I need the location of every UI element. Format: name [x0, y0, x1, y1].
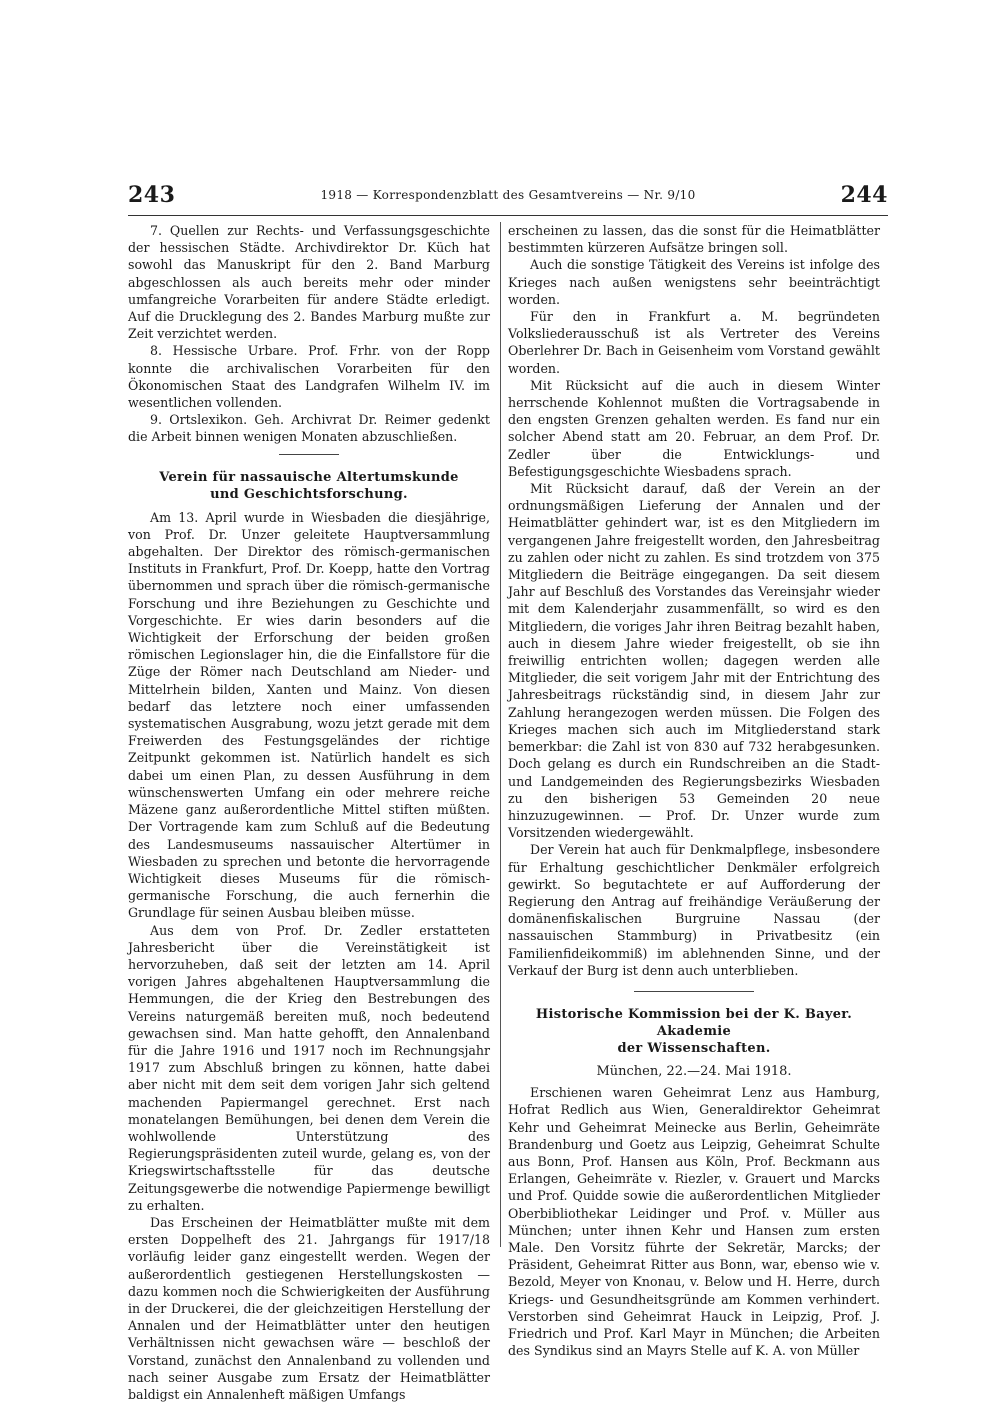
paragraph: Erschienen waren Geheimrat Lenz aus Hamburg, Hofrat Redlich aus Wien, Generaldirektor Geheimrat Kehr und Geheimrat Meinecke aus Berlin, Geheimräte Brandenburg und Goetz aus Leipzig, Geheimrat Schulte aus Bonn, Prof. Hansen aus Köln, Prof. Beckmann aus Erlangen, Geheimräte v. Riezler, v. Grauert und Marcks und Prof. Quidde sowie die außerordentlichen Mitglieder Oberbibliothekar Leidinger und Prof. v. Müller aus München; unter ihnen Kehr und Hansen zum ersten Male. Den Vorsitz führte der Sekretär, Marcks; der Präsident, Geheimrat Ritter aus Bonn, war, ebenso wie v. Bezold, Meyer von Knonau, v. Below und H. Herre, durch Kriegs- und Gesundheitsgründe am Kommen verhindert. Verstorben sind Geheimrat Hauck in Leipzig, Prof. J. Friedrich und Prof. Karl Mayr in München; die Arbeiten des Syndikus sind an Mayrs Stelle auf K. A. von Müller: [508, 1085, 880, 1359]
paragraph: Für den in Frankfurt a. M. begründeten Volksliederausschuß ist als Vertreter des Vereins Oberlehrer Dr. Bach in Geisenheim vom Vorstand gewählt worden.: [508, 309, 880, 376]
right-column: [508, 222, 880, 1359]
section-dateline: München, 22.—24. Mai 1918.: [596, 1063, 792, 1079]
section-separator: [279, 454, 339, 455]
paragraph: Mit Rücksicht darauf, daß der Verein an der ordnungsmäßigen Lieferung der Annalen und der Heimatblätter gehindert war, ist es den Mitgliedern im vergangenen Jahre freigestellt worden, den Jahresbeitrag zu zahlen oder nicht zu zahlen. Es sind trotzdem von 375 Mitgliedern die Beiträge eingegangen. Da seit diesem Jahr auf Beschluß des Vorstandes das Vereinsjahr wieder mit dem Kalenderjahr zusammenfällt, so wird es den Mitgliedern, die voriges Jahr ihren Beitrag bezahlt haben, auch in diesem Jahre wieder freigestellt, ob sie ihn freiwillig entrichten wollen; dagegen werden alle Mitglieder, die seit vorigem Jahr mit der Entrichtung des Jahresbeitrags rückständig sind, in diesem Jahr zur Zahlung herangezogen werden müssen. Die Folgen des Krieges machen sich auch im Mitgliederstand stark bemerkbar: die Zahl ist von 830 auf 732 herabgesunken. Doch gelang es durch ein Rundschreiben an die Stadt- und Landgemeinden des Regierungsbezirks Wiesbaden zu den bisherigen 53 Gemeinden 20 neue hinzuzugewinnen. — Prof. Dr. Unzer wurde zum Vorsitzenden wiedergewählt.: [508, 481, 880, 841]
paragraph: Der Verein hat auch für Denkmalpflege, insbesondere für Erhaltung geschichtlicher Denkmäler erfolgreich gewirkt. So begutachtete er auf Aufforderung der Regierung den Antrag auf freihändige Veräußerung der domänenfiskalischen Burgruine Nassau (der nassauischen Stammburg) in Privatbesitz (ein Familienfideikommiß) im ablehnenden Sinne, und der Verkauf der Burg ist denn auch unterblieben.: [508, 842, 880, 978]
section-separator: [634, 991, 754, 992]
paragraph: Das Erscheinen der Heimatblätter mußte mit dem ersten Doppelheft des 21. Jahrgangs für 1917/18 vorläufig leider ganz eingestellt werden. Wegen der außerordentlich gestiegenen Herstellungskosten — dazu kommen noch die Schwierigkeiten der Ausführung in der Druckerei, die der gleichzeitigen Herstellung der Annalen und der Heimatblätter unter den heutigen Verhältnissen nicht gewachsen wäre — beschloß der Vorstand, zunächst den Annalenband zu vollenden und nach seiner Ausgabe zum Ersatz der Heimatblätter baldigst ein Annalenheft mäßigen Umfangs: [128, 1214, 490, 1402]
paragraph: Mit Rücksicht auf die auch in diesem Winter herrschende Kohlennot mußten die Vortragsabende in den engsten Grenzen gehalten werden. Es fand nur ein solcher Abend statt am 20. Februar, an dem Prof. Dr. Zedler über die Entwicklungs- und Befestigungsgeschichte Wiesbadens sprach.: [508, 377, 880, 479]
item-7: 7. Quellen zur Rechts- und Verfassungsgeschichte der hessischen Städte. Archivdirektor Dr. Küch hat sowohl das Manuskript für den 2. Band Marburg abgeschlossen als auch bereits mehr oder minder umfangreiche Vorarbeiten für andere Städte erledigt. Auf die Drucklegung des 2. Bandes Marburg mußte zur Zeit verzichtet werden.: [128, 223, 490, 342]
running-title: 1918 — Korrespondenzblatt des Gesamtvereins — Nr. 9/10: [320, 188, 696, 202]
section-heading-line-1: Historische Kommission bei der K. Bayer. Akademie: [535, 1006, 853, 1039]
paragraph: Aus dem von Prof. Dr. Zedler erstatteten Jahresbericht über die Vereinstätigkeit ist hervorzuheben, daß seit der letzten am 14. April vorigen Jahres abgehaltenen Hauptversammlung die Hemmungen, die der Krieg den Bestrebungen des Vereins naturgemäß bereiten muß, noch bedeutend gewachsen sind. Man hatte gehofft, den Annalenband für die Jahre 1916 und 1917 noch im Rechnungsjahr 1917 zum Abschluß bringen zu können, hatte dabei aber nicht mit dem seit dem vorigen Jahr sich geltend machenden Papiermangel gerechnet. Erst nach monatelangen Bemühungen, bei denen dem Verein die wohlwollende Unterstützung des Regierungspräsidenten zuteil wurde, gelang es, von der Kriegswirtschaftsstelle für das deutsche Zeitungsgewerbe die notwendige Papiermenge bewilligt zu erhalten.: [128, 922, 490, 1213]
section-heading-line-2: der Wissenschaften.: [617, 1040, 771, 1056]
left-column: [128, 222, 490, 1403]
page-number-right: 244: [840, 182, 888, 208]
page-number-left: 243: [128, 182, 176, 208]
header-divider: [128, 215, 888, 216]
item-8: 8. Hessische Urbare. Prof. Frhr. von der Ropp konnte die archivalischen Vorarbeiten für den Ökonomischen Staat des Landgrafen Wilhelm IV. im wesentlichen vollenden.: [128, 343, 490, 411]
paragraph: Auch die sonstige Tätigkeit des Vereins ist infolge des Krieges nach außen wenigstens sehr beeinträchtigt worden.: [508, 257, 880, 307]
section-heading-nassau: [128, 469, 490, 503]
section-heading-kommission: [508, 1006, 880, 1057]
page-header: [128, 182, 888, 212]
section-heading-line-1: Verein für nassauische Altertumskunde: [159, 469, 459, 485]
item-9: 9. Ortslexikon. Geh. Archivrat Dr. Reimer gedenkt die Arbeit binnen wenigen Monaten abzuschließen.: [128, 412, 490, 445]
paragraph: Am 13. April wurde in Wiesbaden die diesjährige, von Prof. Dr. Unzer geleitete Hauptversammlung abgehalten. Der Direktor des römisch-germanischen Instituts in Frankfurt, Prof. Dr. Koepp, hatte den Vortrag übernommen und sprach über die römisch-germanische Forschung und ihre Beziehungen zu Geschichte und Vorgeschichte. Er wies darin besonders auf die Wichtigkeit der Erforschung der beiden großen römischen Legionslager hin, die die Einfallstore für die Züge der Römer nach Deutschland am Nieder- und Mittelrhein bilden, Xanten und Mainz. Von diesen bedarf das letztere noch einer umfassenden systematischen Ausgrabung, wozu jetzt gerade mit dem Freiwerden des Festungsgeländes der richtige Zeitpunkt gekommen ist. Natürlich handelt es sich dabei um einen Plan, zu dessen Ausführung in dem wünschenswerten Umfang ein oder mehrere reiche Mäzene ganz außerordentliche Mittel stiften müßten. Der Vortragende kam zum Schluß auf die Bedeutung des Landesmuseums nassauischer Altertümer in Wiesbaden zu sprechen und betonte die hervorragende Wichtigkeit dieses Museums für die römisch-germanische Forschung, die auch fernerhin die Grundlage für seinen Ausbau bleiben müsse.: [128, 509, 490, 921]
section-heading-line-2: und Geschichtsforschung.: [210, 486, 408, 502]
paragraph: erscheinen zu lassen, das die sonst für die Heimatblätter bestimmten kürzeren Aufsätze bringen soll.: [508, 223, 880, 256]
column-divider: [500, 222, 501, 1247]
